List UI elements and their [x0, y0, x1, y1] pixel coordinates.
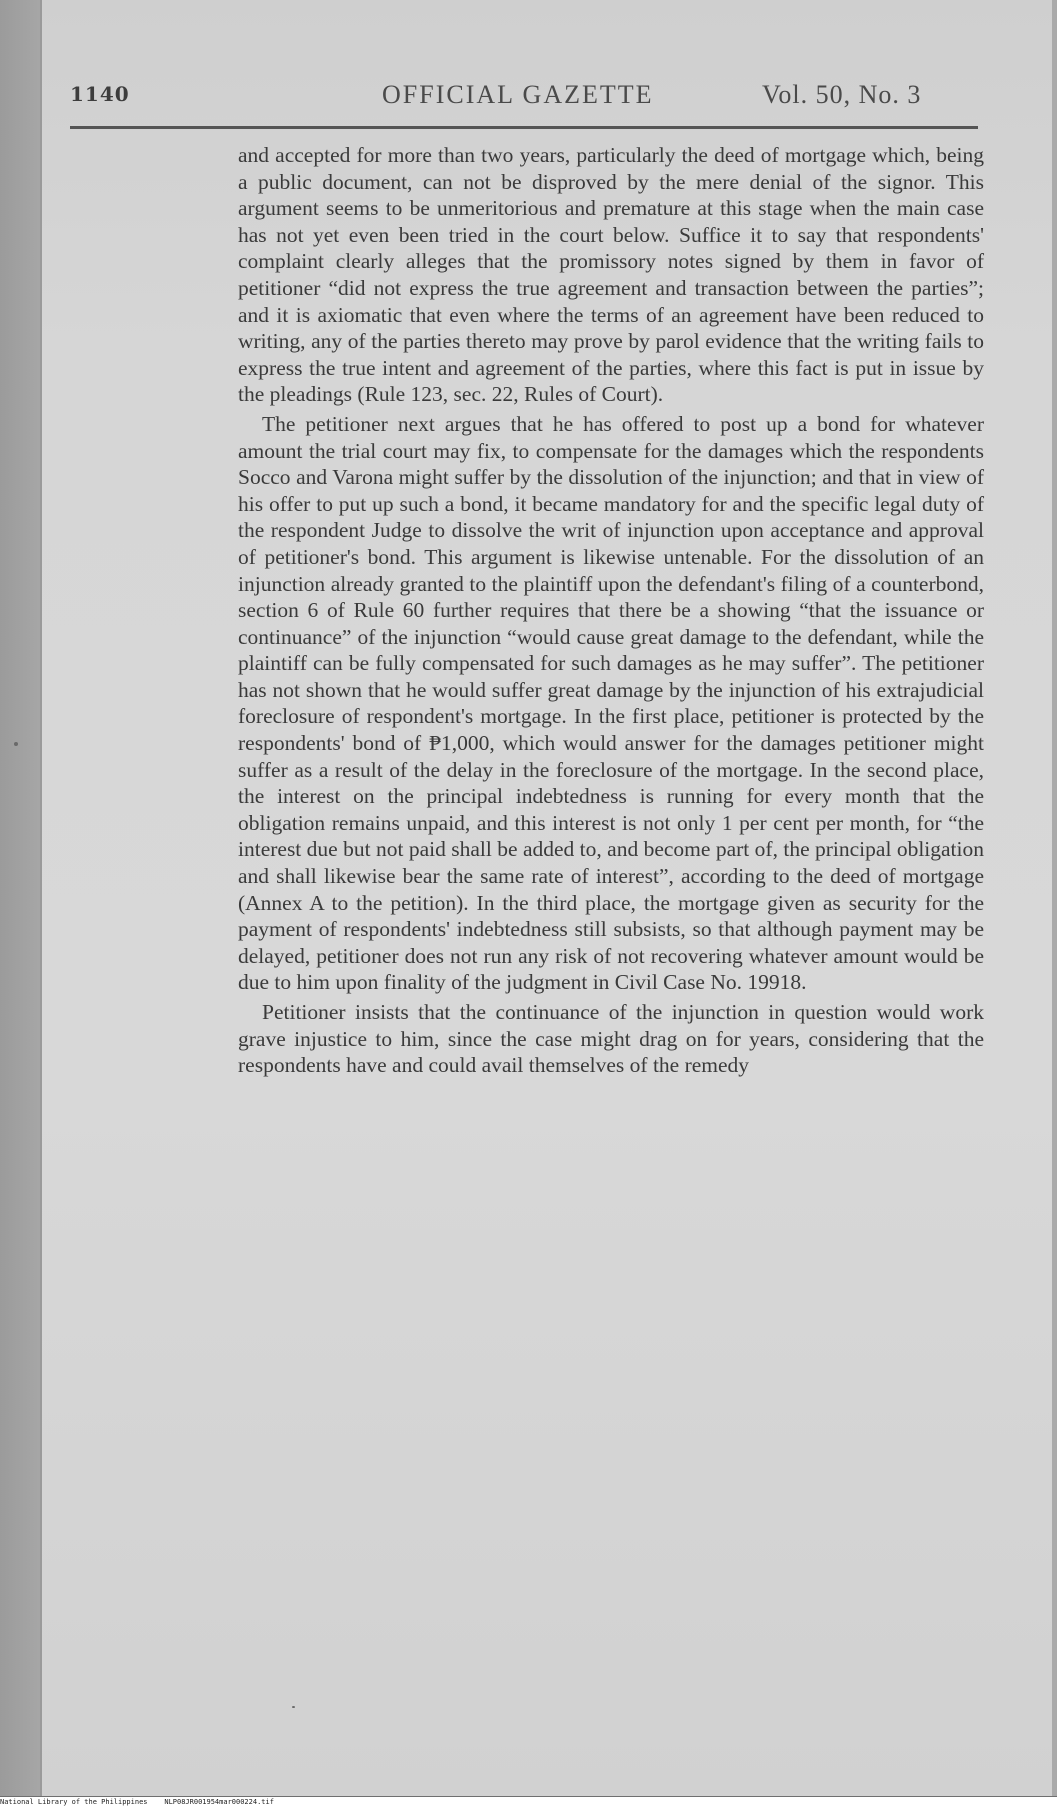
scan-speck: [292, 1706, 295, 1708]
paragraph: Petitioner insists that the continuance of the injunction in question would work grave injustice to him, since the case might drag on for years, considering that the respondents have and could avail themselves of the remedy: [238, 1000, 984, 1078]
scan-credit: National Library of the Philippines NLP08JR001954mar000224.tif: [0, 1797, 1057, 1808]
scan-speck: [14, 742, 18, 746]
page-number: 1140: [70, 82, 130, 106]
paragraph: and accepted for more than two years, particularly the deed of mortgage which, being a public document, can not be disproved by the mere denial of the signor. This argument seems to be unmeritorious and premature at this stage when the main case has not yet even been tried in the court below. Suffice it to say that respondents' complaint clearly alleges that the promissory notes signed by them in favor of petitioner “did not express the true agreement and transaction between the parties”; and it is axiomatic that even where the terms of an agreement have been reduced to writing, any of the parties thereto may prove by parol evidence that the writing fails to express the true intent and agreement of the parties, where this fact is put in issue by the pleadings (Rule 123, sec. 22, Rules of Court).: [238, 143, 984, 407]
gazette-title: OFFICIAL GAZETTE: [382, 80, 654, 109]
body-text: [238, 142, 984, 1079]
page-header: [70, 82, 990, 122]
paragraph: The petitioner next argues that he has offered to post up a bond for whatever amount the trial court may fix, to compensate for the damages which the respondents Socco and Varona might suffer by the dissolution of the injunction; and that in view of his offer to put up such a bond, it became mandatory for and the specific legal duty of the respondent Judge to dissolve the writ of injunction upon acceptance and approval of petitioner's bond. This argument is likewise untenable. For the dissolution of an injunction already granted to the plaintiff upon the defendant's filing of a counterbond, section 6 of Rule 60 further requires that there be a showing “that the issuance or continuance” of the injunction “would cause great damage to the defendant, while the plaintiff can be fully compensated for such damages as he may suffer”. The petitioner has not shown that he would suffer great damage by the injunction of his extrajudicial foreclosure of respondent's mortgage. In the first place, petitioner is protected by the respondents' bond of ₱1,000, which would answer for the damages petitioner might suffer as a result of the delay in the foreclosure of the mortgage. In the second place, the interest on the principal indebtedness is running for every month that the obligation remains unpaid, and this interest is not only 1 per cent per month, for “the interest due but not paid shall be added to, and become part of, the principal obligation and shall likewise bear the same rate of interest”, according to the deed of mortgage (Annex A to the petition). In the third place, the mortgage given as security for the payment of respondents' indebtedness still subsists, so that although payment may be delayed, petitioner does not run any risk of not recovering whatever amount would be due to him upon finality of the judgment in Civil Case No. 19918.: [238, 411, 984, 995]
gazette-page: [40, 0, 1052, 1796]
volume-issue: Vol. 50, No. 3: [762, 80, 922, 109]
header-divider: [70, 126, 978, 129]
